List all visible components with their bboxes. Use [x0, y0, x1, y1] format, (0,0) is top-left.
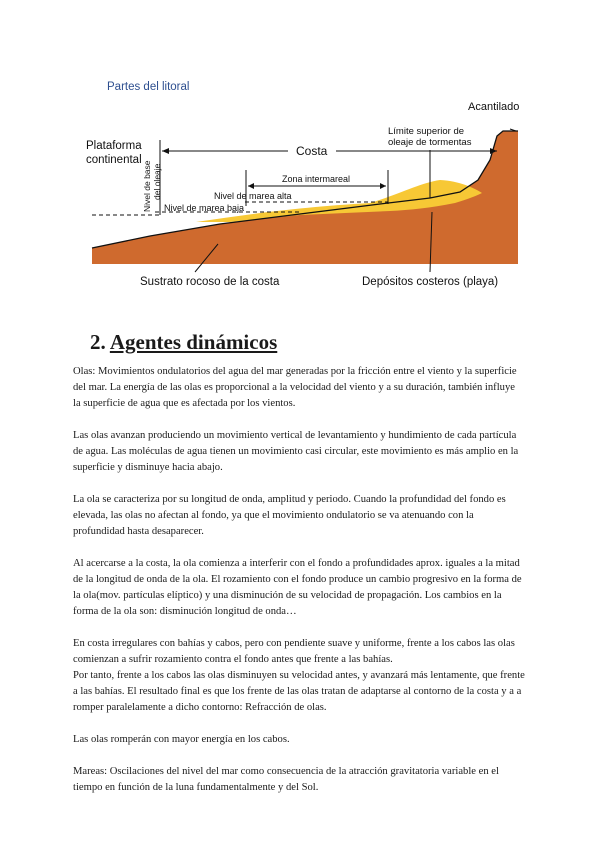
paragraph-costa: Al acercarse a la costa, la ola comienza a interferir con el fondo a profundidades aprox. iguales a la mitad de la longitud de onda de la ola. El rozamiento con el fondo produce un cambio progresivo en la forma de la ola(mov. partículas elíptico) y una disminución de su velocidad de propagación. Los cambios en la forma de la ola son: disminución longitud de onda… [73, 558, 522, 617]
label-depositos: Depósitos costeros (playa) [362, 276, 499, 288]
section-number: 2. [90, 330, 106, 354]
paragraph-movimiento: Las olas avanzan produciendo un movimiento vertical de levantamiento y hundimiento de cada partícula de agua. Las moléculas de agua tienen un movimiento casi circular, este movimiento es más amplio en la superficie y disminuye hacia abajo. [73, 430, 519, 473]
intertidal-arrow-head-right [380, 183, 386, 189]
label-costa: Costa [296, 144, 328, 158]
label-plataforma-1: Plataforma [86, 140, 142, 152]
label-nivel-base-2: del oleaje [152, 163, 162, 200]
paragraph-caracteristicas: La ola se caracteriza por su longitud de onda, amplitud y periodo. Cuando la profundidad del fondo es elevada, las olas no afectan al fondo, ya que el movimiento ondulatorio se va atenuando con la profundidad hasta desaparecer. [73, 494, 506, 537]
intertidal-arrow-head-left [248, 183, 254, 189]
label-marea-baja: Nivel de marea baja [164, 203, 245, 213]
label-zona-intermareal: Zona intermareal [282, 174, 351, 184]
paragraph-bahias: En costa irregulares con bahías y cabos, pero con pendiente suave y uniforme, frente a los cabos las olas comienzan a sufrir rozamiento contra el fondo antes que frente a las bahías. [73, 638, 515, 665]
paragraph-refraccion: Por tanto, frente a los cabos las olas disminuyen su velocidad antes, y avanzará más lentamente, que frente a las bahías. El resultado final es que los frente de las olas tratan de adaptarse al contorno de la costa y a a romper paralelamente a dicho contorno: Refracción de olas. [73, 670, 525, 713]
body-text [73, 364, 525, 812]
label-plataforma-2: continental [86, 154, 142, 166]
label-limite-1: Límite superior de [388, 126, 465, 137]
label-nivel-base-1: Nivel de base [142, 160, 152, 212]
label-sustrato: Sustrato rocoso de la costa [140, 276, 280, 288]
figure-caption: Partes del litoral [107, 81, 190, 93]
paragraph-cabos: Las olas romperán con mayor energía en los cabos. [73, 734, 290, 745]
label-acantilado: Acantilado [468, 101, 520, 113]
paragraph-olas: Olas: Movimientos ondulatorios del agua del mar generadas por la fricción entre el viento y la superficie del mar. La energía de las olas es proporcional a la velocidad del viento y a su duración, también influye la superficie de agua que es afectada por los vientos. [73, 366, 517, 409]
label-limite-2: oleaje de tormentas [388, 137, 472, 148]
coastline-diagram [0, 0, 600, 300]
section-heading [90, 330, 277, 355]
section-title: Agentes dinámicos [109, 330, 278, 354]
costa-arrow-head-left [162, 148, 169, 154]
paragraph-mareas: Mareas: Oscilaciones del nivel del mar como consecuencia de la atracción gravitatoria variable en el tiempo en función de la luna fundamentalmente y del Sol. [73, 766, 499, 793]
label-marea-alta: Nivel de marea alta [214, 191, 292, 201]
